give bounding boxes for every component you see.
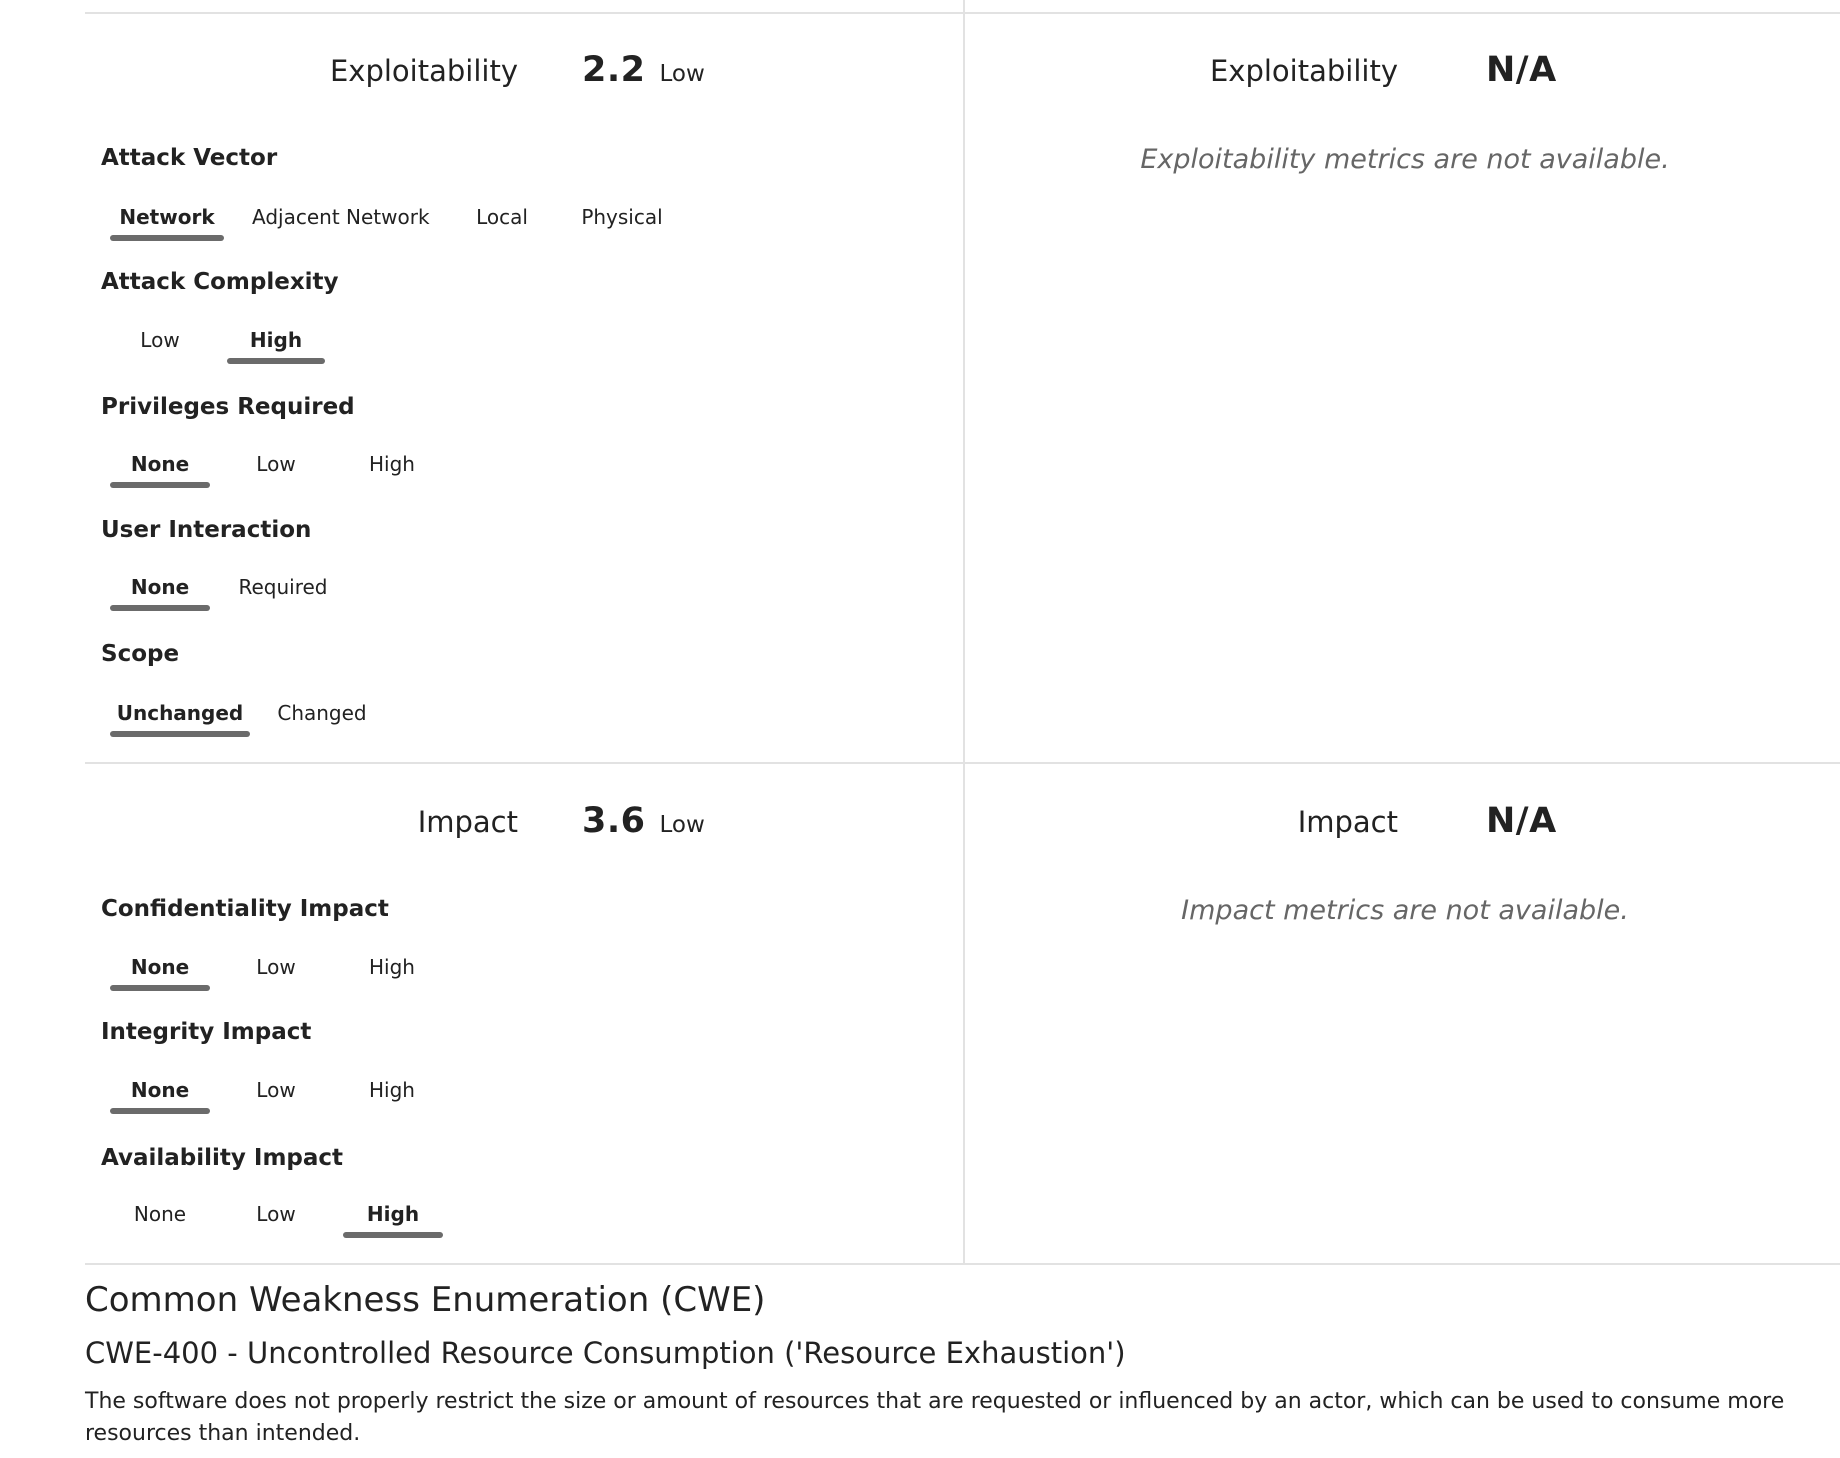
- impact-alt-label: Impact: [1297, 805, 1398, 839]
- option-high[interactable]: High: [369, 452, 415, 476]
- exploitability-label: Exploitability: [329, 54, 518, 88]
- exploitability-not-available-note: Exploitability metrics are not available.: [1140, 144, 1670, 175]
- impact-not-available-note: Impact metrics are not available.: [1181, 895, 1629, 926]
- exploitability-alt-label: Exploitability: [1209, 54, 1398, 88]
- option-high[interactable]: High: [369, 1078, 415, 1102]
- option-physical[interactable]: Physical: [581, 205, 663, 229]
- exploitability-alt-score: N/A: [1486, 50, 1557, 90]
- option-high[interactable]: High: [343, 1202, 443, 1238]
- exploitability-score-header: [300, 50, 705, 90]
- impact-severity: Low: [659, 812, 705, 838]
- option-none[interactable]: None: [110, 452, 210, 488]
- option-none[interactable]: None: [110, 955, 210, 991]
- impact-score: 3.6: [582, 801, 646, 841]
- option-changed[interactable]: Changed: [277, 701, 367, 725]
- exploitability-score: 2.2: [582, 50, 646, 90]
- option-low[interactable]: Low: [140, 328, 180, 352]
- option-local[interactable]: Local: [476, 205, 528, 229]
- option-low[interactable]: Low: [256, 1078, 296, 1102]
- option-none[interactable]: None: [110, 1078, 210, 1114]
- metric-title-availability-impact: Availability Impact: [101, 1145, 344, 1171]
- metric-title-user-interaction: User Interaction: [101, 517, 312, 543]
- option-none[interactable]: None: [110, 575, 210, 611]
- metrics-grid: [85, 0, 1840, 1265]
- option-adjacent-network[interactable]: Adjacent Network: [252, 205, 430, 229]
- option-low[interactable]: Low: [256, 955, 296, 979]
- option-high[interactable]: High: [227, 328, 325, 364]
- option-low[interactable]: Low: [256, 452, 296, 476]
- cwe-title: CWE-400 - Uncontrolled Resource Consumption ('Resource Exhaustion'): [85, 1336, 1126, 1370]
- option-high[interactable]: High: [369, 955, 415, 979]
- impact-alt-score-header: [1180, 801, 1557, 841]
- impact-score-header: [300, 801, 705, 841]
- metric-title-scope: Scope: [101, 641, 180, 667]
- column-divider: [963, 0, 965, 1265]
- impact-label: Impact: [417, 805, 518, 839]
- option-network[interactable]: Network: [110, 205, 224, 241]
- metric-title-privileges-required: Privileges Required: [101, 394, 355, 420]
- option-none[interactable]: None: [133, 1202, 187, 1226]
- metric-title-attack-vector: Attack Vector: [101, 145, 278, 171]
- metric-title-confidentiality-impact: Confidentiality Impact: [101, 896, 389, 922]
- metric-title-attack-complexity: Attack Complexity: [101, 269, 339, 295]
- option-low[interactable]: Low: [256, 1202, 296, 1226]
- metric-title-integrity-impact: Integrity Impact: [101, 1019, 312, 1045]
- exploitability-severity: Low: [659, 61, 705, 87]
- cwe-section-heading: Common Weakness Enumeration (CWE): [85, 1280, 766, 1320]
- option-required[interactable]: Required: [238, 575, 328, 599]
- exploitability-alt-score-header: [1180, 50, 1557, 90]
- impact-alt-score: N/A: [1486, 801, 1557, 841]
- cwe-description: The software does not properly restrict the size or amount of resources that are requested or influenced by an actor, which can be used to consume more resources than intended.: [85, 1389, 1785, 1446]
- option-unchanged[interactable]: Unchanged: [110, 701, 250, 737]
